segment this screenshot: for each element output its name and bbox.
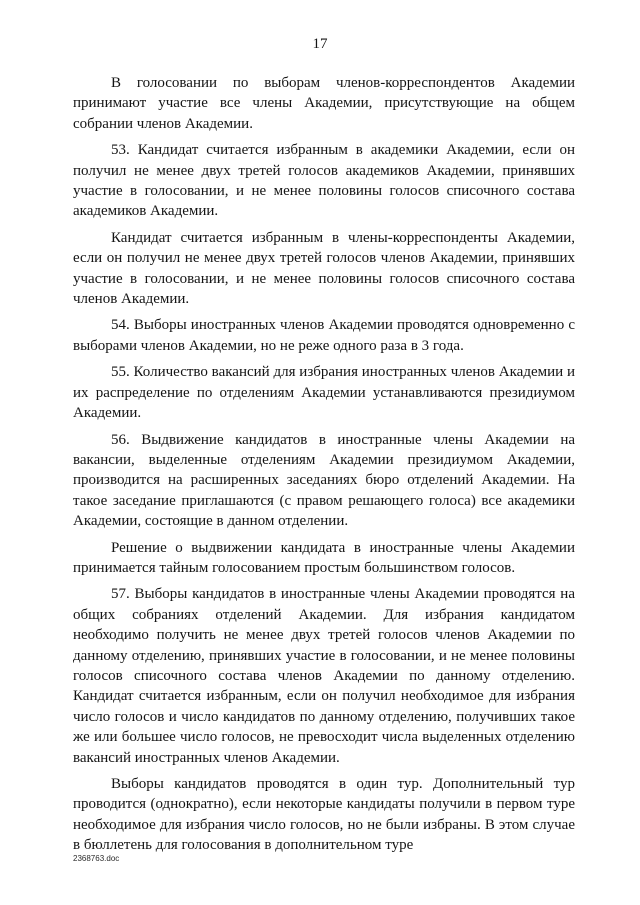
paragraph: 54. Выборы иностранных членов Академии проводятся одновременно с выборами членов Академии, но не реже одного раза в 3 года. (73, 317, 575, 354)
paragraph: Кандидат считается избранным в члены-корреспонденты Академии, если он получил не менее двух третей голосов членов Академии, принявших участие в голосовании, и не менее половины голосов списочного состава членов Академии. (73, 229, 575, 308)
footer-filename: 2368763.doc (73, 854, 120, 863)
paragraph: 56. Выдвижение кандидатов в иностранные члены Академии на вакансии, выделенные отделениям Академии президиумом Академии, производится на расширенных заседаниях бюро отделений Академии. На такое заседание приглашаются (с правом решающего голоса) все академики Академии, состоящие в данном отделении. (73, 431, 575, 530)
paragraph: 57. Выборы кандидатов в иностранные члены Академии проводятся на общих собраниях отделений Академии. Для избрания кандидатом необходимо получить не менее двух третей голосов членов Академии по данному отделению, принявших участие в голосовании, и не менее половины голосов списочного состава членов Академии по данному отделению. Кандидат считается избранным, если он получил необходимое для избрания число голосов и число кандидатов по данному отделению, получивших такое же или большее число голосов, не превосходит числа выделенных отделению вакансий иностранных членов Академии. (73, 586, 575, 766)
paragraph: 55. Количество вакансий для избрания иностранных членов Академии и их распределение по отделениям Академии устанавливаются президиумом Академии. (73, 364, 575, 422)
paragraph: 53. Кандидат считается избранным в академики Академии, если он получил не менее двух третей голосов академиков Академии, принявших участие в голосовании, и не менее половины голосов списочного состава академиков Академии. (73, 142, 575, 220)
paragraph: В голосовании по выборам членов-корреспондентов Академии принимают участие все члены Академии, присутствующие на общем собрании членов Академии. (73, 75, 575, 132)
paragraph: Решение о выдвижении кандидата в иностранные члены Академии принимается тайным голосованием простым большинством голосов. (73, 539, 575, 576)
page-number: 17 (312, 36, 328, 52)
document-body (73, 73, 575, 862)
paragraph: Выборы кандидатов проводятся в один тур. Дополнительный тур проводится (однократно), если некоторые кандидаты получили в первом туре необходимое для избрания число голосов, но не были избраны. В этом случае в бюллетень для голосования в дополнительном туре (73, 776, 575, 854)
